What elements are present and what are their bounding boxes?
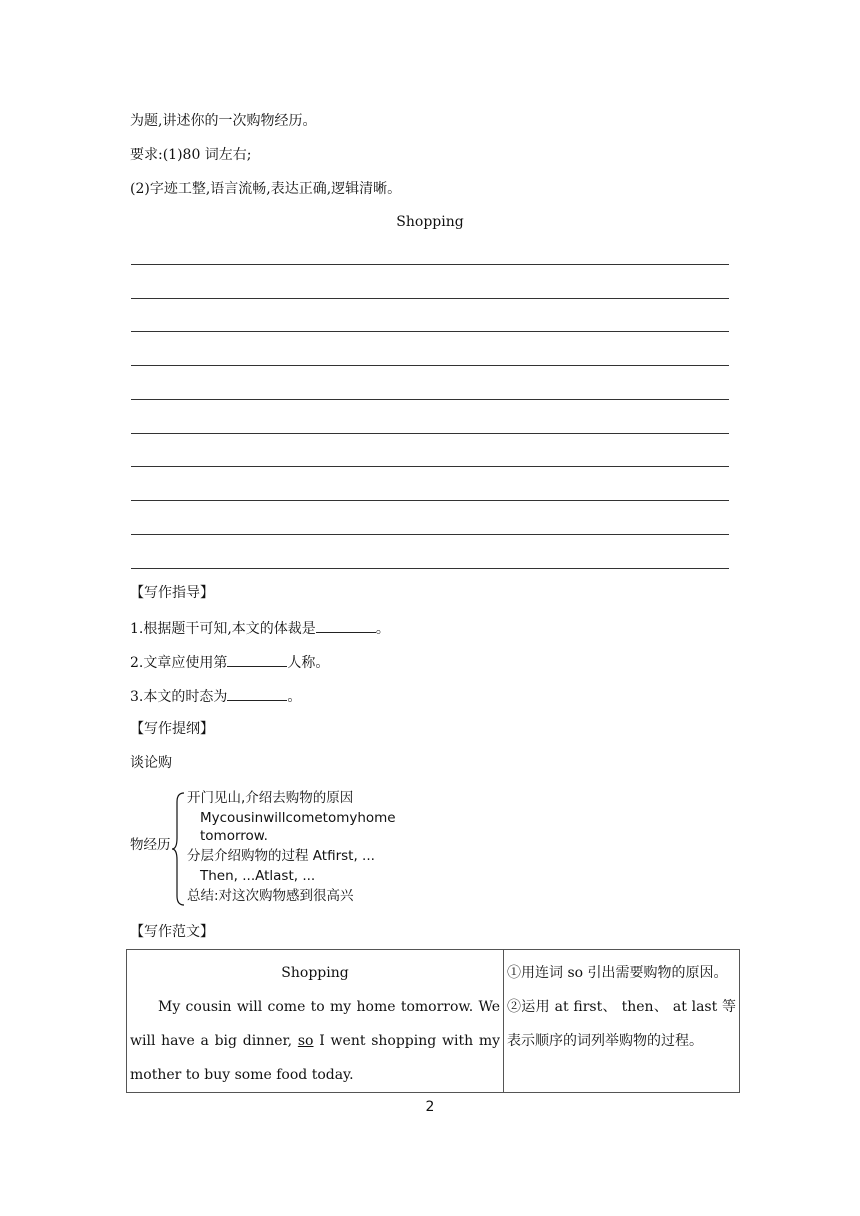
writing-line	[131, 399, 729, 400]
writing-line	[131, 433, 729, 434]
prompt-line-3: (2)字迹工整,语言流畅,表达正确,逻辑清晰。	[130, 181, 402, 197]
sample-essay-paragraph	[130, 990, 500, 1092]
answer-blank[interactable]	[316, 618, 376, 633]
answer-blank[interactable]	[227, 652, 287, 667]
prompt-line-2: 要求:(1)80 词左右;	[130, 147, 252, 163]
sample-text-part-2: I went shopping with my mother to buy some food today.	[130, 1033, 501, 1083]
prompt-line-1: 为题,讲述你的一次购物经历。	[130, 113, 317, 129]
guide-question-2-end: 人称。	[287, 655, 330, 671]
guide-question-3-end: 。	[287, 689, 302, 705]
guide-question-1	[130, 618, 390, 638]
sample-note-1: ①用连词 so 引出需要购物的原因。	[507, 965, 728, 981]
writing-line	[131, 264, 729, 265]
page-number: 2	[425, 1099, 435, 1115]
outline-item-2-sub: Then, ...Atlast, ...	[200, 868, 316, 884]
outline-topic-line-2: 物经历	[130, 837, 171, 853]
writing-line	[131, 568, 729, 569]
writing-line	[131, 466, 729, 467]
outline-item-3: 总结:对这次购物感到很高兴	[187, 888, 354, 904]
outline-item-1-sub-1: Mycousinwillcometomyhome	[200, 810, 396, 826]
writing-line	[131, 534, 729, 535]
sample-text-part-1: My cousin will come to my home tomorrow. We will have a big dinner,	[130, 999, 500, 1049]
writing-line	[131, 500, 729, 501]
guide-question-2	[130, 652, 329, 672]
outline-item-1: 开门见山,介绍去购物的原因	[187, 790, 354, 806]
guide-question-3-text: 3.本文的时态为	[130, 689, 228, 705]
writing-line	[131, 365, 729, 366]
outline-topic-line-1: 谈论购	[130, 755, 172, 771]
sample-heading: 【写作范文】	[130, 924, 214, 940]
curly-brace-icon	[172, 792, 186, 906]
sample-essay-title: Shopping	[281, 965, 349, 981]
sample-essay-cell	[127, 950, 504, 1093]
guide-question-2-text: 2.文章应使用第	[130, 655, 228, 671]
underlined-conjunction: so	[297, 1033, 314, 1049]
writing-line	[131, 331, 729, 332]
outline-heading: 【写作提纲】	[130, 721, 214, 737]
essay-title: Shopping	[396, 214, 464, 230]
writing-line	[131, 298, 729, 299]
outline-item-2: 分层介绍购物的过程 Atfirst, ...	[187, 848, 375, 864]
guide-question-3	[130, 686, 301, 706]
guide-question-1-end: 。	[375, 621, 390, 637]
guide-heading: 【写作指导】	[130, 585, 214, 601]
guide-question-1-text: 1.根据题干可知,本文的体裁是	[130, 621, 316, 637]
sample-note-2: ②运用 at first、 then、 at last 等表示顺序的词列举购物的过程。	[507, 999, 736, 1049]
outline-item-1-sub-2: tomorrow.	[200, 828, 268, 844]
answer-blank[interactable]	[227, 686, 287, 701]
sample-essay-table	[126, 949, 740, 1093]
sample-notes-cell	[504, 950, 740, 1093]
